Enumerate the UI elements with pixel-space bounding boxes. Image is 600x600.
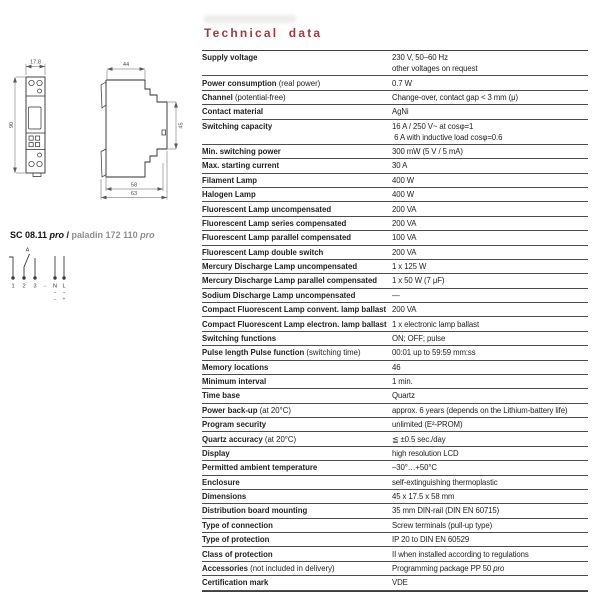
spec-label: Fluorescent Lamp series compensated: [202, 218, 347, 228]
spec-label: Filament Lamp: [202, 175, 258, 185]
ac-mark: ~: [53, 290, 57, 297]
sealing-lug: [162, 130, 166, 135]
table-row: [202, 120, 588, 145]
table-row: [202, 490, 588, 504]
table-row: [202, 145, 588, 159]
spec-value: high resolution LCD: [392, 448, 459, 458]
table-row: [202, 346, 588, 360]
model-name: SC 08.11: [10, 230, 50, 240]
table-row: [202, 105, 588, 119]
table-row: [202, 533, 588, 547]
din-clip-spring: [101, 149, 106, 177]
spec-value: Change-over, contact gap < 3 mm (μ): [392, 92, 519, 102]
front-view-drawing: [6, 56, 56, 186]
spec-label: Mercury Discharge Lamp uncompensated: [202, 262, 358, 272]
spec-value: 45 x 17.5 x 58 mm: [392, 492, 455, 502]
neutral-terminal-label: N: [52, 283, 58, 290]
table-row: [202, 174, 588, 188]
table-row: [202, 317, 588, 331]
spec-value: 200 VA: [392, 218, 417, 228]
button-icon: [29, 143, 33, 147]
spec-value: 16 A / 250 V~ at cosφ=1 6 A with inductive load cosφ=0.6: [392, 121, 503, 142]
table-row: [202, 418, 588, 432]
terminal-1-label: 1: [11, 283, 15, 290]
spec-value: Quartz: [392, 391, 415, 401]
spec-label: Halogen Lamp: [202, 190, 256, 200]
terminal-2-label: 2: [22, 283, 26, 290]
plus-mark: +: [62, 296, 66, 303]
table-row: [202, 202, 588, 216]
spec-label: Supply voltage: [202, 53, 258, 63]
spec-label: Contact material: [202, 107, 264, 117]
table-row: [202, 76, 588, 90]
spec-value: 30 A: [392, 161, 408, 171]
table-row: [202, 231, 588, 245]
spec-label: Fluorescent Lamp parallel compensated: [202, 233, 352, 243]
spec-table-body: [202, 50, 588, 592]
table-row: [202, 51, 588, 76]
spec-value: —: [392, 290, 400, 300]
spec-label: Quartz accuracy (at 20°C): [202, 434, 297, 444]
side-right-dimension: 45: [178, 122, 185, 129]
table-row: [202, 332, 588, 346]
spec-value: 400 W: [392, 175, 415, 185]
spec-label: Pulse length Pulse function (switching time): [202, 348, 361, 358]
table-row: [202, 447, 588, 461]
spec-value: AgNi: [392, 107, 409, 117]
spec-value: –30°…+50°C: [392, 463, 437, 473]
side-top-dimension: 44: [122, 62, 130, 68]
terminal-screw-icon: [37, 80, 42, 85]
table-row: [202, 188, 588, 202]
spec-value: approx. 6 years (depends on the Lithium-battery life): [392, 405, 568, 415]
spec-value: 35 mm DIN-rail (DIN EN 60715): [392, 506, 500, 516]
spec-value: Programming package PP 50 pro: [392, 563, 505, 573]
spec-value: 1 x 125 W: [392, 262, 427, 272]
table-row: [202, 432, 588, 446]
spec-value: 200 VA: [392, 247, 417, 257]
spec-label: Distribution board mounting: [202, 506, 308, 516]
spec-label: Power consumption (real power): [202, 78, 321, 88]
spec-label: Type of protection: [202, 535, 270, 545]
spec-value: 400 W: [392, 190, 415, 200]
contact-terminal-1-line: [9, 257, 13, 278]
table-row: [202, 361, 588, 375]
table-row: [202, 375, 588, 389]
table-row: [202, 246, 588, 260]
table-row: [202, 576, 588, 590]
button-icon: [29, 136, 33, 140]
button-icon: [36, 143, 40, 147]
spec-value: 200 VA: [392, 305, 417, 315]
indicator-hole-icon: [38, 153, 42, 157]
side-bottom-outer-dimension: 63: [130, 191, 138, 197]
spec-label: Type of connection: [202, 520, 273, 530]
spec-value: 230 V, 50–60 Hz other voltages on request: [392, 53, 478, 74]
spec-label: Compact Fluorescent Lamp convent. lamp ballast: [202, 305, 387, 315]
spec-label: Compact Fluorescent Lamp electron. lamp ballast: [202, 319, 387, 329]
spec-label: Accessories (not included in delivery): [202, 563, 335, 573]
table-row: [202, 547, 588, 561]
spec-value: II when installed according to regulations: [392, 549, 529, 559]
table-row: [202, 159, 588, 173]
spec-value: unlimited (E²-PROM): [392, 420, 463, 430]
spec-label: Max. starting current: [202, 161, 280, 171]
table-row: [202, 476, 588, 490]
alternate-name: paladin 172 110: [71, 230, 141, 240]
contact-terminal-2-line: [24, 254, 30, 278]
spec-value: ≦ ±0.5 sec./day: [392, 434, 446, 444]
indicator-hole-icon: [38, 89, 42, 93]
table-row: [202, 461, 588, 475]
spec-value: ON; OFF; pulse: [392, 333, 446, 343]
changeover-contact-label: A: [25, 247, 30, 254]
table-row: [202, 404, 588, 418]
spec-value: 100 VA: [392, 233, 417, 243]
spec-value: 00:01 up to 59:59 mm:ss: [392, 348, 476, 358]
spec-label: Display: [202, 448, 230, 458]
spec-label: Permitted ambient temperature: [202, 463, 318, 473]
table-row: [202, 289, 588, 303]
spec-label: Enclosure: [202, 477, 240, 487]
table-row: [202, 519, 588, 533]
spec-value: VDE: [392, 578, 408, 588]
table-row: [202, 260, 588, 274]
side-view-drawing: [92, 56, 184, 204]
spec-value: 0.7 W: [392, 78, 412, 88]
caption-separator: /: [64, 230, 72, 240]
spec-label: Minimum interval: [202, 377, 267, 387]
line-terminal-label: L: [62, 283, 66, 290]
spec-label: Fluorescent Lamp uncompensated: [202, 204, 332, 214]
terminal-screw-icon: [29, 161, 34, 166]
spec-label: Program security: [202, 420, 267, 430]
spec-label: Min. switching power: [202, 147, 281, 157]
spec-label: Certification mark: [202, 578, 269, 588]
spec-value: 300 mW (5 V / 5 mA): [392, 147, 463, 157]
product-caption: [10, 230, 155, 240]
spec-value: 1 min.: [392, 377, 413, 387]
front-width-dimension: 17.8: [30, 59, 41, 66]
spec-value: 46: [392, 362, 401, 372]
side-bottom-inner-dimension: 58: [130, 182, 138, 189]
table-row: [202, 303, 588, 317]
terminal-screw-icon: [29, 80, 34, 85]
link-arrow-icon: ↔: [42, 283, 48, 289]
wiring-diagram: [8, 245, 74, 303]
spec-label: Switching capacity: [202, 121, 273, 131]
model-pro-suffix: pro: [49, 230, 65, 240]
minus-mark: –: [53, 296, 57, 303]
front-height-dimension: 90: [9, 121, 15, 129]
table-row: [202, 389, 588, 403]
spec-label: Mercury Discharge Lamp parallel compensated: [202, 276, 378, 286]
spec-label: Fluorescent Lamp double switch: [202, 247, 324, 257]
spec-label: Time base: [202, 391, 240, 401]
terminal-screw-icon: [37, 161, 42, 166]
spec-value: self-extinguishing thermoplastic: [392, 477, 498, 487]
spec-label: Channel (potential-free): [202, 92, 286, 102]
button-icon: [36, 136, 40, 140]
table-row: [202, 217, 588, 231]
spec-label: Class of protection: [202, 549, 273, 559]
spec-value: Screw terminals (pull-up type): [392, 520, 493, 530]
spec-label: Switching functions: [202, 333, 277, 343]
spec-value: 200 VA: [392, 204, 417, 214]
din-clip-spring: [101, 82, 106, 108]
spec-label: Memory locations: [202, 362, 269, 372]
din-clip-tab: [33, 173, 41, 177]
spec-value: 1 x 50 W (7 μF): [392, 276, 445, 286]
lcd-display-outline: [29, 107, 42, 129]
ac-mark: ~: [62, 290, 66, 297]
page-title: Technical data: [204, 26, 323, 40]
print-bleed-artifact: [204, 15, 296, 23]
spec-label: Dimensions: [202, 492, 247, 502]
table-row: [202, 274, 588, 288]
spec-label: Power back-up (at 20°C): [202, 405, 291, 415]
spec-label: Sodium Discharge Lamp uncompensated: [202, 290, 356, 300]
terminal-3-label: 3: [33, 283, 37, 290]
alternate-pro-suffix: pro: [140, 230, 155, 240]
spec-value: 1 x electronic lamp ballast: [392, 319, 480, 329]
spec-value: IP 20 to DIN EN 60529: [392, 535, 470, 545]
table-row: [202, 562, 588, 576]
table-row: [202, 91, 588, 105]
table-row: [202, 504, 588, 518]
